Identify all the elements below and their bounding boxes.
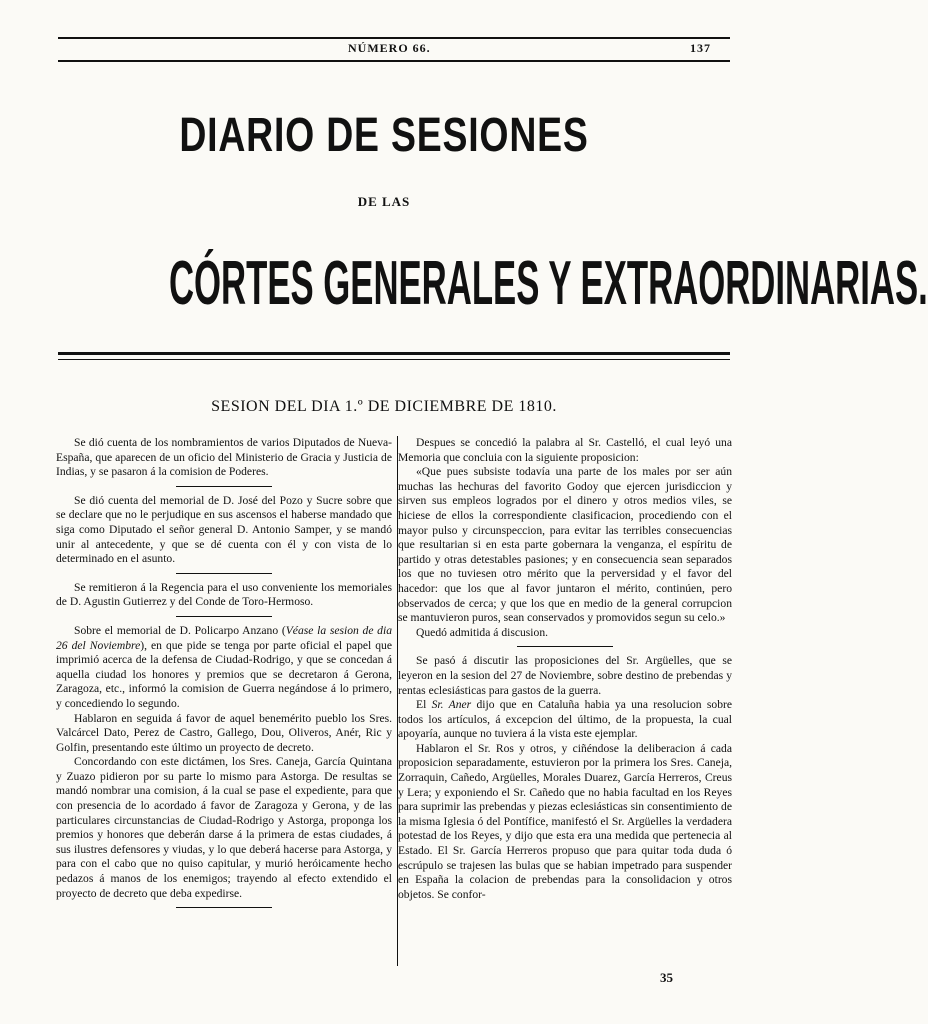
- left-paragraph-6: Concordando con este dictámen, los Sres. Caneja, García Quintana y Zuazo pidieron por su parte lo mismo para Astorga. De resultas se mandó nombrar una comision, á la cual se pase el expediente, para que con presencia de lo acordado á favor de Zaragoza y Gerona, y de las particulares circunstancias de Ciudad-Rodrigo y Astorga, proponga los premios y honores que deberán darse á la primera de estas ciudades, á sus ilustres defensores y viudas, y lo que deberá hacerse para Astorga, y para con el cabo que no quiso capitular, y murió heróicamente hecho pedazos á manos de los enemigos; trayendo al efecto extendido el proyecto de decreto que deba expedirse.: [56, 755, 392, 900]
- right-paragraph-1: Despues se concedió la palabra al Sr. Castelló, el cual leyó una Memoria que concluia con la siguiente proposicion:: [398, 436, 732, 464]
- left-paragraph-3: Se remitieron á la Regencia para el uso conveniente los memoriales de D. Agustin Gutierrez y del Conde de Toro-Hermoso.: [56, 580, 392, 609]
- right-paragraph-2: «Que pues subsiste todavía una parte de los males por ser aún muchas las hechuras del favorito Godoy que ejercen jurisdiccion y sirven sus empleos logrados por el dinero y otros medios viles, se hiciese de ellos la correspondiente clasificacion, procediendo con el mayor pulso y circunspeccion, para evitar las terribles consecuencias que resultarian si en esta parte gobernara la venganza, el espíritu de partido y otras detestables pasiones; y en consecuencia sean separados los que no tuviesen otro mérito que la perversidad y el favor del hacedor: que los que al favor juntaron el mérito, continúen, pero observados de cerca; y que los que en medio de la general corrupcion se mantuvieron puros, sean conservados y promovidos segun su celo.»: [398, 465, 732, 625]
- speaker-name: Sr. Aner: [431, 698, 472, 712]
- left-paragraph-4: Sobre el memorial de D. Policarpo Anzano (Véase la sesion de dia 26 del Noviembre), en que pide se tenga por parte oficial el papel que imprimió acerca de la defensa de Ciudad-Rodrigo, y que se concedan á aquella ciudad los honores y premios que se decretaron á Gerona, Zaragoza, etc., informó la comision de Guerra negándose á lo primero, y concediendo lo segundo.: [56, 623, 392, 710]
- masthead-title: DIARIO DE SESIONES: [179, 109, 589, 162]
- right-paragraph-6: Hablaron el Sr. Ros y otros, y ciñéndose la deliberacion á cada proposicion separadamente, estuvieron por la primera los Sres. Caneja, Zorraquin, Cañedo, Argüelles, Morales Duarez, García Herreros, Creus y Lera; y exponiendo el Sr. Cañedo que no habia facultad en los Reyes para suprimir las prebendas y piezas eclesiásticas sin consentimiento de la misma Iglesia ó del Pontífice, manifestó el Sr. Argüelles la verdadera potestad de los Reyes, y dijo que esta era una medida que pertenecia al Estado. El Sr. García Herreros propuso que para quitar toda duda ó escrúpulo se trajesen las bulas que se habian impetrado para suspender en España la colacion de prebendas para la consolidacion y otros objetos. Se confor-: [398, 741, 732, 901]
- right-paragraph-4: Se pasó á discutir las proposiciones del Sr. Argüelles, que se leyeron en la sesion del 27 de Noviembre, sobre destino de prebendas y rentas eclesiásticas para gastos de la guerra.: [398, 654, 732, 697]
- separator: [176, 907, 272, 908]
- masthead-rule-thin: [58, 359, 730, 360]
- separator: [176, 486, 272, 487]
- masthead-subtitle: DE LAS: [357, 194, 411, 209]
- masthead-cortes: CÓRTES GENERALES Y EXTRAORDINARIAS.: [168, 249, 928, 318]
- session-title: SESION DEL DIA 1.º DE DICIEMBRE DE 1810.: [211, 398, 557, 415]
- right-paragraph-3: Quedó admitida á discusion.: [416, 625, 549, 639]
- signature-mark: 35: [660, 970, 673, 985]
- left-paragraph-1: Se dió cuenta de los nombramientos de varios Diputados de Nueva-España, que aparecen de un oficio del Ministerio de Gracia y Justicia de Indias, y se pasaron á la comision de Poderes.: [56, 436, 392, 479]
- masthead-rule-thick: [58, 352, 730, 355]
- page-number: 137: [690, 41, 711, 55]
- issue-number: NÚMERO 66.: [348, 41, 431, 55]
- right-column: [398, 436, 732, 902]
- header-rule: [58, 60, 730, 62]
- top-rule: [58, 37, 730, 39]
- separator: [176, 616, 272, 617]
- cross-reference: Véase la sesion de dia 26 del Noviembre: [56, 623, 392, 652]
- left-paragraph-5: Hablaron en seguida á favor de aquel benemérito pueblo los Sres. Valcárcel Dato, Perez de Castro, Gallego, Dou, Oliveros, Anér, Ric y Golfin, presentando este último un proyecto de decreto.: [56, 711, 392, 754]
- separator: [517, 646, 613, 647]
- left-column: [56, 436, 392, 915]
- separator: [176, 573, 272, 574]
- left-paragraph-2: Se dió cuenta del memorial de D. José del Pozo y Sucre sobre que se declare que no le perjudique en sus ascensos el haberse mandado que siga como Diputado el señor general D. Antonio Samper, y se mandó unir al antecedente, y que se dé cuenta con él y con vista de lo determinado en el asunto.: [56, 493, 392, 566]
- right-paragraph-5: El Sr. Aner dijo que en Cataluña habia ya una resolucion sobre todos los artículos, á excepcion del último, de la propuesta, la cual apoyaría, aunque no tuviera á la vista este ejemplar.: [398, 698, 732, 741]
